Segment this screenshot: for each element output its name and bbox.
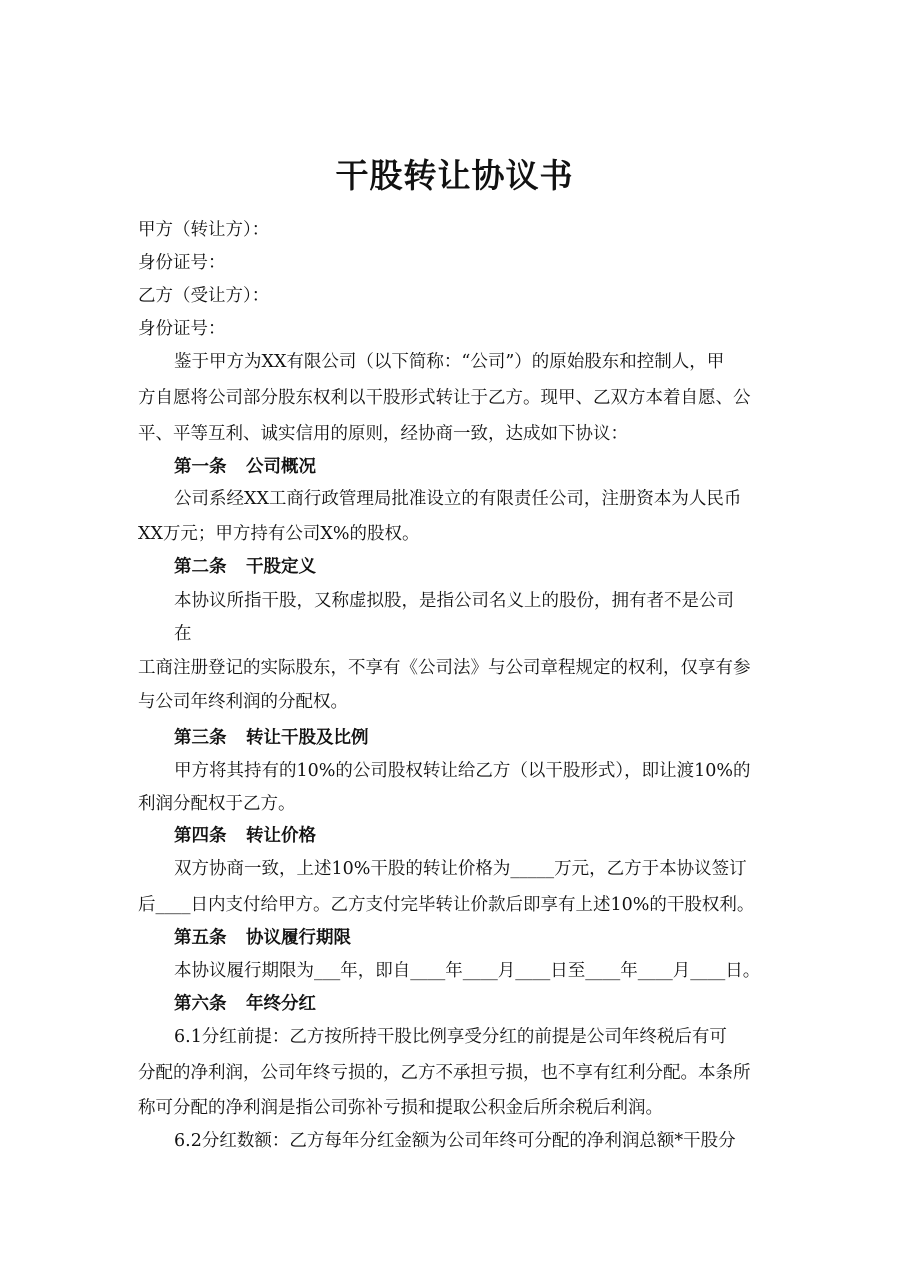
article-line: 本协议所指干股，又称虚拟股，是指公司名义上的股份，拥有者不是公司	[174, 591, 734, 611]
article-line: 公司系经XX工商行政管理局批准设立的有限责任公司，注册资本为人民币	[174, 489, 742, 509]
article-title: 年终分红	[246, 994, 316, 1014]
article-heading	[174, 926, 351, 950]
article-heading	[174, 726, 369, 750]
article-line: 利润分配权于乙方。	[138, 794, 296, 814]
article-number: 第六条	[174, 994, 227, 1014]
article-title: 协议履行期限	[246, 928, 351, 948]
party-a-id-label: 身份证号：	[138, 253, 226, 273]
article-line: 6.1分红前提：乙方按所持干股比例享受分红的前提是公司年终税后有可	[174, 1027, 727, 1047]
article-line: 本协议履行期限为___年，即自____年____月____日至____年____月____日。	[174, 961, 761, 981]
party-a-label: 甲方（转让方）：	[138, 220, 270, 240]
article-number: 第一条	[174, 457, 227, 477]
article-heading	[174, 992, 316, 1016]
article-line: XX万元；甲方持有公司X%的股权。	[138, 524, 420, 544]
article-title: 公司概况	[246, 457, 316, 477]
article-title: 转让干股及比例	[246, 728, 369, 748]
article-line: 在	[174, 624, 192, 644]
article-line: 甲方将其持有的10%的公司股权转让给乙方（以干股形式），即让渡10%的	[174, 761, 751, 781]
article-line: 双方协商一致，上述10%干股的转让价格为_____万元，乙方于本协议签订	[174, 859, 747, 879]
article-title: 转让价格	[246, 826, 316, 846]
preamble-line: 方自愿将公司部分股东权利以干股形式转让于乙方。现甲、乙双方本着自愿、公	[138, 388, 751, 408]
document-title: 干股转让协议书	[335, 156, 574, 195]
article-heading	[174, 555, 316, 579]
article-line: 称可分配的净利润是指公司弥补亏损和提取公积金后所余税后利润。	[138, 1098, 663, 1118]
article-line: 6.2分红数额：乙方每年分红金额为公司年终可分配的净利润总额*干股分	[174, 1131, 736, 1151]
article-heading	[174, 455, 316, 479]
preamble-line: 鉴于甲方为XX有限公司（以下简称：“公司”）的原始股东和控制人，甲	[174, 352, 725, 372]
article-number: 第二条	[174, 557, 227, 577]
article-line: 后____日内支付给甲方。乙方支付完毕转让价款后即享有上述10%的干股权利。	[138, 895, 755, 915]
article-number: 第四条	[174, 826, 227, 846]
article-title: 干股定义	[246, 557, 316, 577]
party-b-label: 乙方（受让方）：	[138, 286, 270, 306]
party-b-id-label: 身份证号：	[138, 319, 226, 339]
article-number: 第五条	[174, 928, 227, 948]
preamble-line: 平、平等互利、诚实信用的原则，经协商一致，达成如下协议：	[138, 424, 628, 444]
article-line: 分配的净利润，公司年终亏损的，乙方不承担亏损，也不享有红利分配。本条所	[138, 1063, 751, 1083]
article-line: 工商注册登记的实际股东，不享有《公司法》与公司章程规定的权利，仅享有参	[138, 658, 751, 678]
article-heading	[174, 824, 316, 848]
article-line: 与公司年终利润的分配权。	[138, 692, 348, 712]
article-number: 第三条	[174, 728, 227, 748]
